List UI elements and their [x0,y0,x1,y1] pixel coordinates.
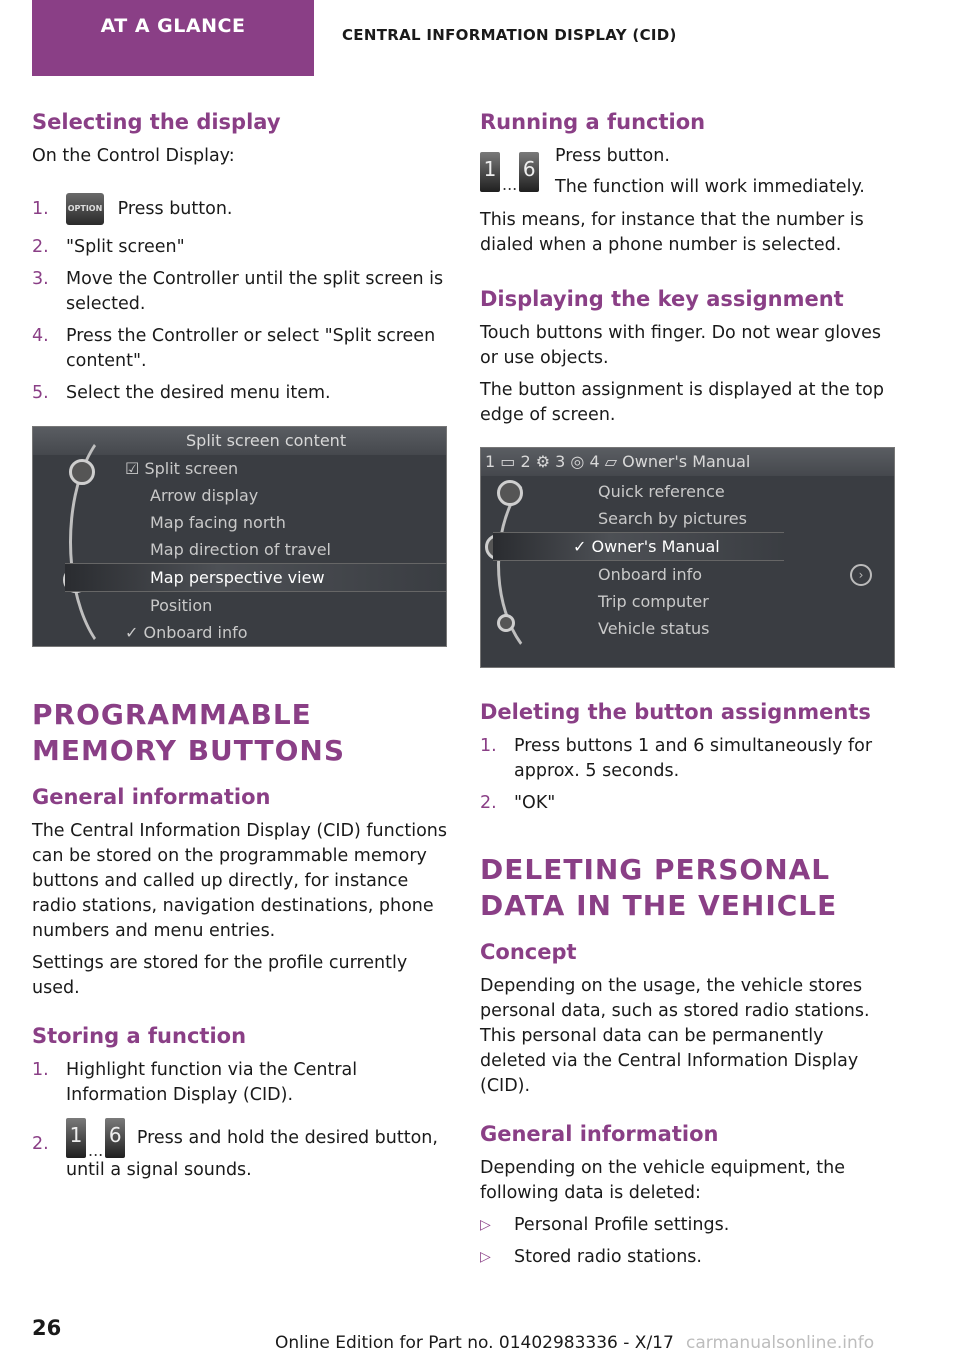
menu-item[interactable] [125,455,446,482]
step-2 [32,1118,447,1183]
triangle-bullet-icon: ▷ [480,1217,491,1233]
step-text: "Split screen" [66,237,185,257]
list-item [480,1245,895,1270]
menu-item[interactable] [125,619,446,646]
step-number: 5. [32,383,49,403]
menu-item-label: Onboard info [598,565,703,584]
menu-item-label: Map perspective view [150,568,325,587]
chevron-right-icon[interactable]: › [850,564,872,586]
header-tab-label: AT A GLANCE [54,0,292,52]
running-line-2: The function will work immediately. [555,177,865,197]
controller-knob-icon [69,459,95,485]
menu-item[interactable] [573,478,894,505]
menu-item[interactable] [573,561,894,588]
screen-title-text: Split screen content [186,431,347,450]
step-3 [32,267,447,317]
step-5 [32,381,447,406]
step-number: 3. [32,269,49,289]
menu-item-label: Vehicle status [598,619,710,638]
concept-paragraph: Depending on the usage, the vehicle stores personal data, such as stored radio stations. This personal data can be permanently deleted via the Central Information Display (CID). [480,976,870,1096]
menu-item-label: Onboard info [143,623,248,642]
menu-item[interactable] [125,482,446,509]
step-1 [32,190,447,228]
step-number: 1. [32,199,49,219]
controller-knob-icon [497,614,515,632]
header-tab[interactable] [32,0,314,76]
watermark-text: carmanualsonline.info [686,1333,875,1353]
ellipsis: ... [88,1141,104,1160]
general-information-heading: General information [32,785,271,809]
list-item-text: Stored radio stations. [514,1247,702,1267]
memory-key-6-icon: 6 [105,1118,125,1158]
key-assignment-heading: Displaying the key assignment [480,287,844,311]
split-screen-menu-image [32,426,447,647]
step-text: Move the Controller until the split screen is selected. [66,269,444,314]
general-information-p1: The Central Information Display (CID) functions can be stored on the programmable memory buttons and called up directly, for instance radio stations, navigation destinations, phone numbers and menu entries. [32,821,448,941]
key-assignment-p2: The button assignment is displayed at the top edge of screen. [480,380,884,425]
step-2 [480,791,895,816]
step-1 [32,1058,447,1108]
step-number: 4. [32,326,49,346]
step-number: 2. [480,793,497,813]
memory-key-1-icon: 1 [480,152,500,192]
section-title: CENTRAL INFORMATION DISPLAY (CID) [342,26,677,44]
menu-item-selected[interactable] [65,563,446,592]
step-number: 1. [480,736,497,756]
menu-item-label: Owner's Manual [591,537,720,556]
button-assignment-text: 1 ▭ 2 ⚙ 3 ◎ 4 ▱ Owner's Manual [485,452,751,471]
general-information-p2: Settings are stored for the profile currently used. [32,953,408,998]
menu-item-label: Arrow display [150,486,259,505]
storing-function-steps [32,1058,447,1183]
menu-item-label: Trip computer [598,592,709,611]
ellipsis: ... [502,175,518,194]
memory-key-1-icon: 1 [66,1118,86,1158]
edition-text: Online Edition for Part no. 01402983336 - X/17 [275,1333,674,1353]
key-assignment-p1: Touch buttons with finger. Do not wear gloves or use objects. [480,323,882,368]
step-text: "OK" [514,793,556,813]
list-item [480,1213,895,1238]
checkmark-icon: ✓ [573,537,592,556]
step-number: 1. [32,1060,49,1080]
deleting-assignments-steps [480,734,895,816]
programmable-memory-heading: PROGRAMMABLE MEMORY BUTTONS [32,698,346,767]
owners-manual-menu-image [480,447,895,668]
storing-function-heading: Storing a function [32,1024,247,1048]
menu-item[interactable] [573,505,894,532]
page-number: 26 [32,1316,62,1340]
deleting-assignments-heading: Deleting the button assignments [480,700,871,724]
step-text: Press buttons 1 and 6 simultaneously for approx. 5 seconds. [514,736,873,781]
deleting-personal-data-heading: DELETING PERSONAL DATA IN THE VEHICLE [480,853,838,922]
checkbox-icon: ☑ [125,459,145,478]
option-button-icon: OPTION [66,193,104,225]
memory-key-6-icon: 6 [519,152,539,192]
running-function-heading: Running a function [480,110,706,134]
menu-item-label: Map facing north [150,513,286,532]
general-information-heading-2: General information [480,1122,719,1146]
step-text: Press and hold the desired button, until a signal sounds. [66,1128,438,1180]
step-text: Press button. [117,199,233,219]
checkmark-icon: ✓ [125,623,144,642]
controller-knob-icon [497,480,523,506]
step-number: 2. [32,237,49,257]
step-2 [32,235,447,260]
step-4 [32,324,447,374]
deleted-data-list [480,1213,895,1270]
menu-item[interactable] [125,536,446,563]
menu-item-label: Split screen [144,459,239,478]
menu-item[interactable] [125,592,446,619]
step-number: 2. [32,1134,49,1154]
selecting-display-heading: Selecting the display [32,110,281,134]
running-paragraph: This means, for instance that the number is dialed when a phone number is selected. [480,210,864,255]
left-column [32,108,447,1191]
memory-buttons-icon [480,152,539,192]
triangle-bullet-icon: ▷ [480,1249,491,1265]
memory-buttons-icon [66,1118,125,1158]
menu-item-label: Quick reference [598,482,725,501]
menu-item[interactable] [573,615,894,642]
menu-item[interactable] [573,588,894,615]
menu-item-label: Search by pictures [598,509,747,528]
menu-item[interactable] [125,509,446,536]
selecting-display-intro: On the Control Display: [32,146,235,166]
step-text: Select the desired menu item. [66,383,331,403]
menu-item-label: Map direction of travel [150,540,331,559]
running-line-1: Press button. [555,146,670,166]
menu-item-label: Position [150,596,213,615]
step-1 [480,734,895,784]
step-text: Highlight function via the Central Information Display (CID). [66,1060,358,1105]
concept-heading: Concept [480,940,577,964]
list-item-text: Personal Profile settings. [514,1215,730,1235]
step-text: Press the Controller or select "Split screen content". [66,326,436,371]
selecting-display-steps [32,190,447,406]
menu-item-selected[interactable] [493,532,784,561]
general-information-paragraph-2: Depending on the vehicle equipment, the following data is deleted: [480,1158,846,1203]
right-column [480,108,895,1278]
